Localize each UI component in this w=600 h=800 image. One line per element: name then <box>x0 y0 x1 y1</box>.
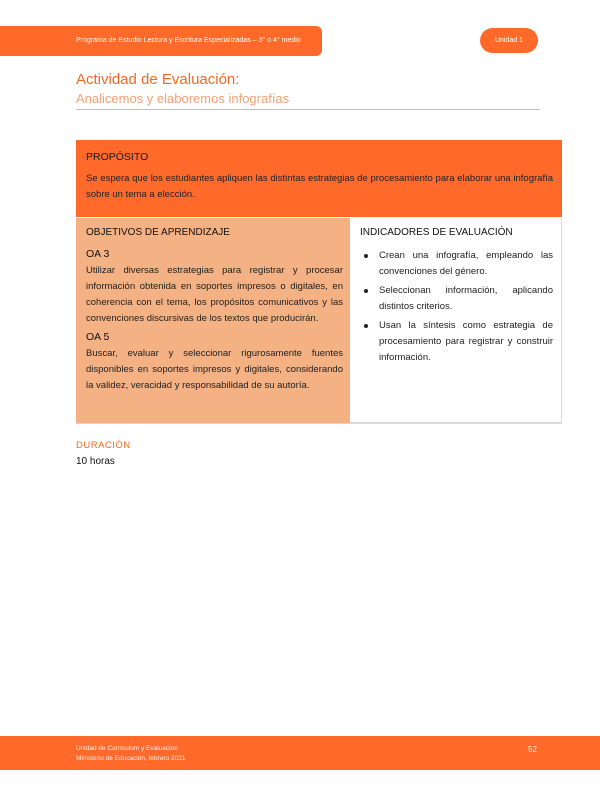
indicator-text: Usan la síntesis como estrategia de procesamiento para registrar y construir información. <box>379 320 553 363</box>
page-number: 52 <box>528 745 537 754</box>
footer-bar <box>0 736 600 770</box>
activity-title: Actividad de Evaluación: <box>76 71 240 88</box>
indicators-heading: INDICADORES DE EVALUACIÓN <box>360 227 513 238</box>
table-bottom-border <box>76 423 562 424</box>
purpose-text: Se espera que los estudiantes apliquen las distintas estrategias de procesamiento para elaborar una infografía sobre un tema a elección. <box>86 173 553 200</box>
oa5-code: OA 5 <box>86 331 110 343</box>
bullet-icon <box>364 324 368 328</box>
indicators-list <box>360 248 553 369</box>
footer-ministry-date: Ministerio de Educación, febrero 2021 <box>76 755 186 762</box>
purpose-heading: PROPÓSITO <box>86 151 149 163</box>
bullet-icon <box>364 254 368 258</box>
activity-subtitle: Analicemos y elaboremos infografías <box>76 91 290 106</box>
oa3-code: OA 3 <box>86 248 110 260</box>
list-item <box>360 318 553 366</box>
list-item <box>360 283 553 315</box>
title-divider <box>76 109 540 110</box>
program-title: Programa de Estudio Lectura y Escritura Especializadas – 3° o 4° medio <box>76 37 301 44</box>
indicator-text: Crean una infografía, empleando las convenciones del género. <box>379 250 553 277</box>
duration-label: DURACIÓN <box>76 440 131 451</box>
oa3-text: Utilizar diversas estrategias para registrar y procesar información obtenida en soportes impresos o digitales, en coherencia con el tema, los propósitos comunicativos y las convenciones discursivas de los textos que producirán. <box>86 265 343 324</box>
duration-value: 10 horas <box>76 456 115 467</box>
unit-label: Unidad 1 <box>494 37 524 44</box>
list-item <box>360 248 553 280</box>
indicator-text: Seleccionan información, aplicando distintos criterios. <box>379 285 553 312</box>
oa5-text: Buscar, evaluar y seleccionar rigurosamente fuentes disponibles en soportes impresos y digitales, considerando la validez, veracidad y responsabilidad de su autoría. <box>86 348 343 391</box>
footer-organization: Unidad de Currículum y Evaluación <box>76 745 178 752</box>
bullet-icon <box>364 289 368 293</box>
objectives-heading: OBJETIVOS DE APRENDIZAJE <box>86 227 230 238</box>
